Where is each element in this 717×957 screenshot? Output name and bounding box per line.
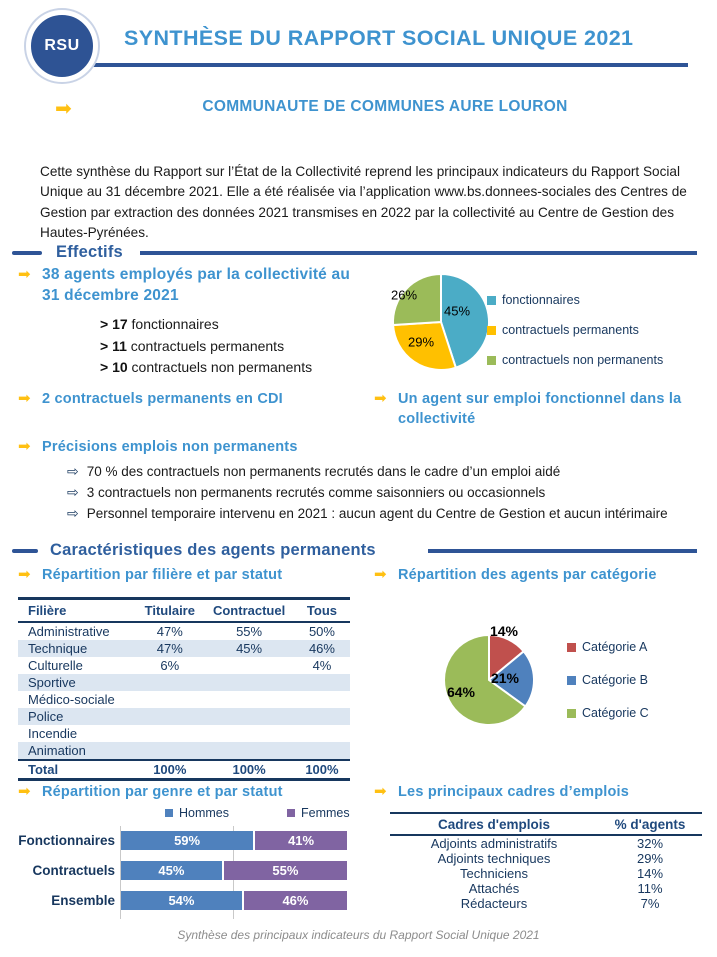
bar-row [121,831,347,850]
bar-segment-hommes [121,861,222,880]
bar-category-label: Ensemble [51,893,115,908]
breakdown-item: > 11 contractuels permanents [100,337,285,354]
legend-swatch [567,643,576,652]
bar-value-label: 46% [282,893,309,908]
legend-label: fonctionnaires [502,293,580,307]
table-row: Techniciens 14% [460,866,664,881]
bar-value-label: 41% [288,833,315,848]
arrow-icon: ➡ [18,390,31,407]
table-header-row [390,813,702,835]
legend-label: contractuels non permanents [502,353,664,367]
column-header: % d'agents [598,813,702,835]
breakdown-item: > 17 fonctionnaires [100,316,219,332]
legend-label: Catégorie A [582,640,648,654]
table-total-row: Total 100% 100% 100% [18,760,350,780]
pie-value-label: 64% [446,684,476,700]
arrow-icon: ➡ [374,566,387,583]
categorie-heading: Répartition des agents par catégorie [398,567,657,583]
legend-swatch [567,709,576,718]
pie-value-label: 21% [490,670,520,686]
bar-segment-hommes [121,891,242,910]
fonctionnel-note: Un agent sur emploi fonctionnel dans la collectivité [398,391,682,427]
section-line [428,549,697,553]
legend-item [567,673,648,687]
legend-label: Hommes [179,806,230,820]
pie-value-label: 29% [407,334,435,350]
column-header: Cadres d'emplois [390,813,598,835]
arrow-icon: ➡ [55,98,72,120]
table-row: Incendie [28,726,78,741]
legend-item [287,806,350,820]
table-row: Culturelle 6% 4% [28,658,332,673]
bar-segment-femmes [255,831,347,850]
arrow-icon: ➡ [374,390,387,407]
section-line [140,251,697,255]
legend-item [487,293,580,307]
table-header-row [18,599,350,623]
table-row: Animation [18,742,350,760]
section-dash [12,251,42,255]
footer-caption: Synthèse des principaux indicateurs du Rapport Social Unique 2021 [177,928,540,942]
legend-swatch [567,676,576,685]
table-row: Police [18,708,350,725]
section-dash [12,549,38,553]
filiere-table [18,597,350,781]
bar-segment-hommes [121,831,253,850]
genre-heading: Répartition par genre et par statut [42,784,283,800]
precision-item: ⇨ 3 contractuels non permanents recrutés comme saisonniers ou occasionnels [67,484,546,500]
table-row: Médico-sociale [28,692,115,707]
table-row: Sportive [18,674,350,691]
bar-segment-femmes [224,861,347,880]
bar-segment-femmes [244,891,347,910]
table-row: Adjoints administratifs 32% [430,836,664,851]
bar-category-label: Contractuels [32,863,115,878]
bar-value-label: 54% [168,893,195,908]
bar-value-label: 55% [272,863,299,878]
precisions-title: Précisions emplois non permanents [42,439,298,455]
legend-item [567,706,649,720]
effectifs-headline: 38 agents employés par la collectivité au 31 décembre 2021 [42,266,350,304]
legend-swatch [165,809,173,817]
column-header: Titulaire [135,599,204,623]
section-title-effectifs: Effectifs [56,243,123,261]
section-title-caracteristiques: Caractéristiques des agents permanents [50,541,376,559]
pie-value-label: 26% [390,287,418,303]
arrow-icon: ➡ [18,566,31,583]
cadres-heading: Les principaux cadres d’emplois [398,784,630,800]
sub-arrow-icon: ⇨ [67,463,79,479]
effectifs-breakdown [100,314,312,379]
genre-bar-chart [120,826,347,919]
table-row: Technique 47% 45% 46% [18,640,350,657]
legend-swatch [287,809,295,817]
column-header: Contractuel [204,599,294,623]
sub-arrow-icon: ⇨ [67,505,79,521]
bar-category-label: Fonctionnaires [18,833,115,848]
table-row: Administrative 47% 55% 50% [28,624,335,639]
legend-label: Femmes [301,806,350,820]
column-header: Tous [294,599,350,623]
statut-pie-chart [381,262,501,382]
legend-label: Catégorie C [582,706,649,720]
legend-item [567,640,647,654]
arrow-icon: ➡ [374,783,387,800]
bar-value-label: 59% [174,833,201,848]
pie-value-label: 14% [489,623,519,639]
precision-item: ⇨ Personnel temporaire intervenu en 2021 : aucun agent du Centre de Gestion et aucun intérimaire [67,505,668,521]
arrow-icon: ➡ [18,266,31,283]
collectivity-name: COMMUNAUTE DE COMMUNES AURE LOURON [202,98,568,115]
filiere-heading: Répartition par filière et par statut [42,567,283,583]
rsu-badge [24,6,98,88]
arrow-icon: ➡ [18,783,31,800]
legend-swatch [487,296,496,305]
header-rule [92,63,688,67]
page-title: SYNTHÈSE DU RAPPORT SOCIAL UNIQUE 2021 [124,26,634,50]
legend-swatch [487,356,496,365]
arrow-icon: ➡ [18,438,31,455]
cdi-note: 2 contractuels permanents en CDI [42,391,283,407]
table-row: Rédacteurs 7% [460,896,660,911]
pie-value-label: 45% [443,303,471,319]
rsu-badge-label: RSU [44,37,80,54]
precision-item: ⇨ 70 % des contractuels non permanents recrutés dans le cadre d’un emploi aidé [67,463,561,479]
table-row: Adjoints techniques 29% [437,851,664,866]
legend-item [487,353,663,367]
bar-value-label: 45% [158,863,185,878]
legend-label: Catégorie B [582,673,649,687]
intro-paragraph: Cette synthèse du Rapport sur l’État de la Collectivité reprend les principaux indicateurs du Rapport Social Unique au 31 décembre 2021. Elle a été réalisée via l’application www.bs.donnees-sociales des Centres de Gestion par extraction des données 2021 transmises en 2022 par la collectivité au Centre de Gestion des Hautes-Pyrénées. [40,164,687,241]
legend-item [165,806,229,820]
cadres-table [390,812,702,911]
bar-row [121,891,347,910]
legend-item [487,323,639,337]
column-header: Filière [18,599,135,623]
legend-label: contractuels permanents [502,323,639,337]
table-row: Attachés 11% [468,881,663,896]
legend-swatch [487,326,496,335]
bar-row [121,861,347,880]
breakdown-item: > 10 contractuels non permanents [100,359,313,376]
sub-arrow-icon: ⇨ [67,484,79,500]
